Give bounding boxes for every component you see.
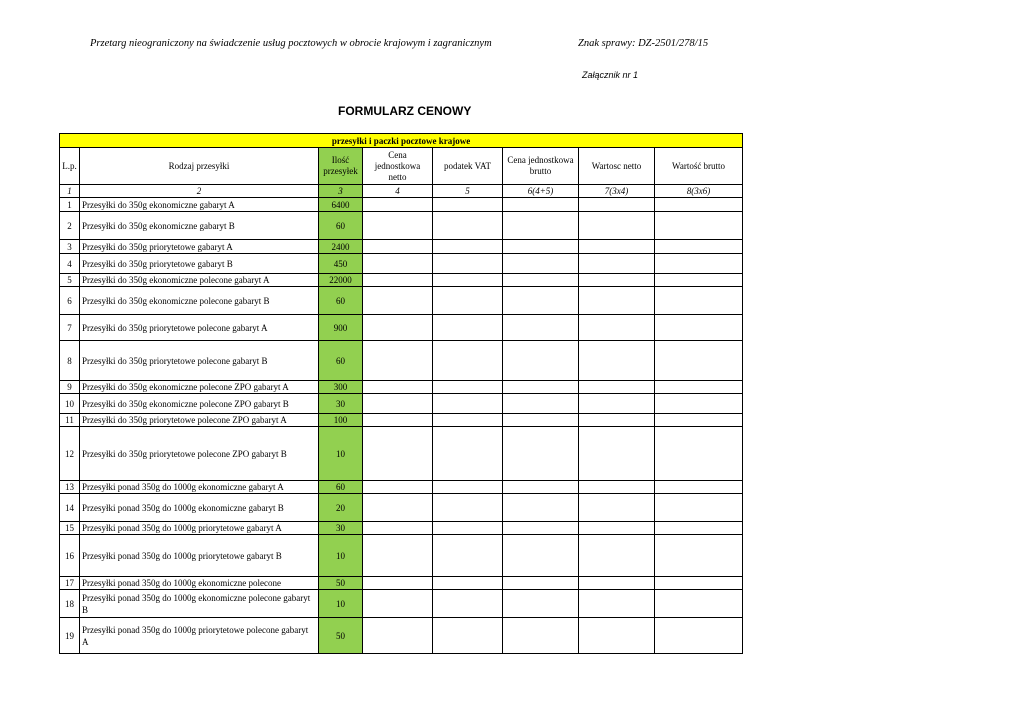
unit-net-price-cell[interactable] xyxy=(363,240,433,254)
gross-value-cell[interactable] xyxy=(655,212,743,240)
unit-gross-price-cell[interactable] xyxy=(503,535,579,577)
item-quantity: 10 xyxy=(319,590,363,618)
table-row xyxy=(60,254,743,274)
column-header: L.p. xyxy=(60,148,80,185)
vat-cell[interactable] xyxy=(433,414,503,427)
unit-net-price-cell[interactable] xyxy=(363,522,433,535)
item-name: Przesyłki do 350g ekonomiczne gabaryt B xyxy=(80,212,319,240)
row-number: 2 xyxy=(60,212,80,240)
item-name: Przesyłki ponad 350g do 1000g priorytetowe gabaryt A xyxy=(80,522,319,535)
item-name: Przesyłki ponad 350g do 1000g ekonomiczne gabaryt A xyxy=(80,481,319,494)
row-number: 4 xyxy=(60,254,80,274)
item-quantity: 60 xyxy=(319,341,363,381)
unit-gross-price-cell[interactable] xyxy=(503,341,579,381)
vat-cell[interactable] xyxy=(433,381,503,394)
item-name: Przesyłki ponad 350g do 1000g priorytetowe gabaryt B xyxy=(80,535,319,577)
unit-net-price-cell[interactable] xyxy=(363,212,433,240)
item-name: Przesyłki do 350g priorytetowe polecone gabaryt B xyxy=(80,341,319,381)
vat-cell[interactable] xyxy=(433,427,503,481)
column-header: Wartosc netto xyxy=(579,148,655,185)
item-name: Przesyłki ponad 350g do 1000g ekonomiczne polecone xyxy=(80,577,319,590)
row-number: 15 xyxy=(60,522,80,535)
net-value-cell[interactable] xyxy=(579,414,655,427)
gross-value-cell[interactable] xyxy=(655,494,743,522)
vat-cell[interactable] xyxy=(433,287,503,315)
gross-value-cell[interactable] xyxy=(655,287,743,315)
unit-gross-price-cell[interactable] xyxy=(503,315,579,341)
table-row xyxy=(60,618,743,654)
price-form-table xyxy=(59,133,743,654)
unit-net-price-cell[interactable] xyxy=(363,287,433,315)
unit-net-price-cell[interactable] xyxy=(363,394,433,414)
column-number: 2 xyxy=(80,185,319,198)
column-number: 4 xyxy=(363,185,433,198)
column-header: Cena jednostkowa brutto xyxy=(503,148,579,185)
table-row xyxy=(60,522,743,535)
row-number: 18 xyxy=(60,590,80,618)
gross-value-cell[interactable] xyxy=(655,198,743,212)
net-value-cell[interactable] xyxy=(579,198,655,212)
tender-title: Przetarg nieograniczony na świadczenie usług pocztowych w obrocie krajowym i zagranicznym xyxy=(90,38,492,49)
unit-gross-price-cell[interactable] xyxy=(503,240,579,254)
net-value-cell[interactable] xyxy=(579,315,655,341)
item-name: Przesyłki do 350g priorytetowe polecone ZPO gabaryt A xyxy=(80,414,319,427)
item-name: Przesyłki do 350g priorytetowe gabaryt A xyxy=(80,240,319,254)
table-row xyxy=(60,394,743,414)
unit-gross-price-cell[interactable] xyxy=(503,287,579,315)
row-number: 17 xyxy=(60,577,80,590)
item-quantity: 60 xyxy=(319,212,363,240)
vat-cell[interactable] xyxy=(433,274,503,287)
unit-net-price-cell[interactable] xyxy=(363,274,433,287)
vat-cell[interactable] xyxy=(433,394,503,414)
item-quantity: 60 xyxy=(319,287,363,315)
gross-value-cell[interactable] xyxy=(655,618,743,654)
item-quantity: 300 xyxy=(319,381,363,394)
vat-cell[interactable] xyxy=(433,315,503,341)
unit-net-price-cell[interactable] xyxy=(363,481,433,494)
item-quantity: 6400 xyxy=(319,198,363,212)
unit-gross-price-cell[interactable] xyxy=(503,522,579,535)
table-row xyxy=(60,577,743,590)
table-row xyxy=(60,274,743,287)
gross-value-cell[interactable] xyxy=(655,481,743,494)
item-name: Przesyłki do 350g priorytetowe polecone ZPO gabaryt B xyxy=(80,427,319,481)
column-number: 1 xyxy=(60,185,80,198)
net-value-cell[interactable] xyxy=(579,522,655,535)
item-quantity: 22000 xyxy=(319,274,363,287)
annex-label: Załącznik nr 1 xyxy=(582,70,639,80)
table-row xyxy=(60,427,743,481)
item-name: Przesyłki do 350g priorytetowe polecone gabaryt A xyxy=(80,315,319,341)
row-number: 13 xyxy=(60,481,80,494)
row-number: 12 xyxy=(60,427,80,481)
vat-cell[interactable] xyxy=(433,240,503,254)
row-number: 10 xyxy=(60,394,80,414)
item-name: Przesyłki ponad 350g do 1000g ekonomiczne gabaryt B xyxy=(80,494,319,522)
unit-gross-price-cell[interactable] xyxy=(503,381,579,394)
row-number: 19 xyxy=(60,618,80,654)
table-row xyxy=(60,198,743,212)
column-header: Rodzaj przesyłki xyxy=(80,148,319,185)
unit-gross-price-cell[interactable] xyxy=(503,254,579,274)
vat-cell[interactable] xyxy=(433,522,503,535)
unit-gross-price-cell[interactable] xyxy=(503,618,579,654)
gross-value-cell[interactable] xyxy=(655,240,743,254)
net-value-cell[interactable] xyxy=(579,481,655,494)
unit-net-price-cell[interactable] xyxy=(363,341,433,381)
vat-cell[interactable] xyxy=(433,590,503,618)
unit-net-price-cell[interactable] xyxy=(363,315,433,341)
gross-value-cell[interactable] xyxy=(655,577,743,590)
net-value-cell[interactable] xyxy=(579,240,655,254)
gross-value-cell[interactable] xyxy=(655,381,743,394)
unit-net-price-cell[interactable] xyxy=(363,535,433,577)
table-row xyxy=(60,212,743,240)
table-row xyxy=(60,381,743,394)
column-header: Wartość brutto xyxy=(655,148,743,185)
item-name: Przesyłki do 350g ekonomiczne polecone gabaryt B xyxy=(80,287,319,315)
row-number: 5 xyxy=(60,274,80,287)
unit-gross-price-cell[interactable] xyxy=(503,212,579,240)
unit-net-price-cell[interactable] xyxy=(363,590,433,618)
column-number: 5 xyxy=(433,185,503,198)
row-number: 1 xyxy=(60,198,80,212)
column-number-row xyxy=(60,185,743,198)
unit-gross-price-cell[interactable] xyxy=(503,274,579,287)
unit-net-price-cell[interactable] xyxy=(363,427,433,481)
row-number: 6 xyxy=(60,287,80,315)
item-name: Przesyłki do 350g ekonomiczne polecone gabaryt A xyxy=(80,274,319,287)
column-number: 6(4+5) xyxy=(503,185,579,198)
column-header-row xyxy=(60,148,743,185)
column-number: 3 xyxy=(319,185,363,198)
table-row xyxy=(60,535,743,577)
item-quantity: 30 xyxy=(319,394,363,414)
gross-value-cell[interactable] xyxy=(655,427,743,481)
gross-value-cell[interactable] xyxy=(655,414,743,427)
unit-net-price-cell[interactable] xyxy=(363,381,433,394)
unit-gross-price-cell[interactable] xyxy=(503,494,579,522)
item-quantity: 60 xyxy=(319,481,363,494)
table-row xyxy=(60,341,743,381)
gross-value-cell[interactable] xyxy=(655,341,743,381)
unit-gross-price-cell[interactable] xyxy=(503,481,579,494)
vat-cell[interactable] xyxy=(433,481,503,494)
net-value-cell[interactable] xyxy=(579,287,655,315)
table-row xyxy=(60,287,743,315)
vat-cell[interactable] xyxy=(433,618,503,654)
gross-value-cell[interactable] xyxy=(655,315,743,341)
row-number: 9 xyxy=(60,381,80,394)
vat-cell[interactable] xyxy=(433,198,503,212)
unit-net-price-cell[interactable] xyxy=(363,198,433,212)
table-row xyxy=(60,494,743,522)
row-number: 16 xyxy=(60,535,80,577)
table-row xyxy=(60,414,743,427)
net-value-cell[interactable] xyxy=(579,254,655,274)
net-value-cell[interactable] xyxy=(579,341,655,381)
net-value-cell[interactable] xyxy=(579,274,655,287)
column-header: Ilość przesyłek xyxy=(319,148,363,185)
net-value-cell[interactable] xyxy=(579,618,655,654)
item-name: Przesyłki do 350g ekonomiczne polecone ZPO gabaryt B xyxy=(80,394,319,414)
gross-value-cell[interactable] xyxy=(655,254,743,274)
row-number: 7 xyxy=(60,315,80,341)
unit-gross-price-cell[interactable] xyxy=(503,427,579,481)
item-name: Przesyłki ponad 350g do 1000g priorytetowe polecone gabaryt A xyxy=(80,618,319,654)
item-quantity: 100 xyxy=(319,414,363,427)
column-number: 7(3x4) xyxy=(579,185,655,198)
net-value-cell[interactable] xyxy=(579,577,655,590)
item-quantity: 30 xyxy=(319,522,363,535)
unit-gross-price-cell[interactable] xyxy=(503,394,579,414)
row-number: 3 xyxy=(60,240,80,254)
net-value-cell[interactable] xyxy=(579,535,655,577)
net-value-cell[interactable] xyxy=(579,212,655,240)
form-title: FORMULARZ CENOWY xyxy=(338,104,472,118)
gross-value-cell[interactable] xyxy=(655,522,743,535)
item-quantity: 20 xyxy=(319,494,363,522)
net-value-cell[interactable] xyxy=(579,427,655,481)
item-quantity: 50 xyxy=(319,618,363,654)
item-name: Przesyłki do 350g ekonomiczne gabaryt A xyxy=(80,198,319,212)
net-value-cell[interactable] xyxy=(579,494,655,522)
case-reference: Znak sprawy: DZ-2501/278/15 xyxy=(578,38,709,49)
item-quantity: 2400 xyxy=(319,240,363,254)
vat-cell[interactable] xyxy=(433,341,503,381)
gross-value-cell[interactable] xyxy=(655,590,743,618)
item-quantity: 50 xyxy=(319,577,363,590)
table-row xyxy=(60,240,743,254)
unit-net-price-cell[interactable] xyxy=(363,577,433,590)
item-name: Przesyłki do 350g ekonomiczne polecone ZPO gabaryt A xyxy=(80,381,319,394)
table-row xyxy=(60,481,743,494)
unit-net-price-cell[interactable] xyxy=(363,414,433,427)
vat-cell[interactable] xyxy=(433,494,503,522)
item-quantity: 900 xyxy=(319,315,363,341)
unit-net-price-cell[interactable] xyxy=(363,494,433,522)
net-value-cell[interactable] xyxy=(579,394,655,414)
vat-cell[interactable] xyxy=(433,535,503,577)
section-title: przesyłki i paczki pocztowe krajowe xyxy=(60,134,743,148)
unit-net-price-cell[interactable] xyxy=(363,618,433,654)
table-row xyxy=(60,315,743,341)
item-name: Przesyłki do 350g priorytetowe gabaryt B xyxy=(80,254,319,274)
unit-gross-price-cell[interactable] xyxy=(503,198,579,212)
vat-cell[interactable] xyxy=(433,254,503,274)
gross-value-cell[interactable] xyxy=(655,394,743,414)
column-number: 8(3x6) xyxy=(655,185,743,198)
item-quantity: 10 xyxy=(319,535,363,577)
unit-gross-price-cell[interactable] xyxy=(503,577,579,590)
unit-gross-price-cell[interactable] xyxy=(503,590,579,618)
vat-cell[interactable] xyxy=(433,577,503,590)
item-quantity: 450 xyxy=(319,254,363,274)
row-number: 14 xyxy=(60,494,80,522)
column-header: Cena jednostkowa netto xyxy=(363,148,433,185)
gross-value-cell[interactable] xyxy=(655,535,743,577)
row-number: 11 xyxy=(60,414,80,427)
row-number: 8 xyxy=(60,341,80,381)
column-header: podatek VAT xyxy=(433,148,503,185)
unit-net-price-cell[interactable] xyxy=(363,254,433,274)
item-name: Przesyłki ponad 350g do 1000g ekonomiczne polecone gabaryt B xyxy=(80,590,319,618)
net-value-cell[interactable] xyxy=(579,381,655,394)
item-quantity: 10 xyxy=(319,427,363,481)
gross-value-cell[interactable] xyxy=(655,274,743,287)
table-row xyxy=(60,590,743,618)
vat-cell[interactable] xyxy=(433,212,503,240)
unit-gross-price-cell[interactable] xyxy=(503,414,579,427)
net-value-cell[interactable] xyxy=(579,590,655,618)
